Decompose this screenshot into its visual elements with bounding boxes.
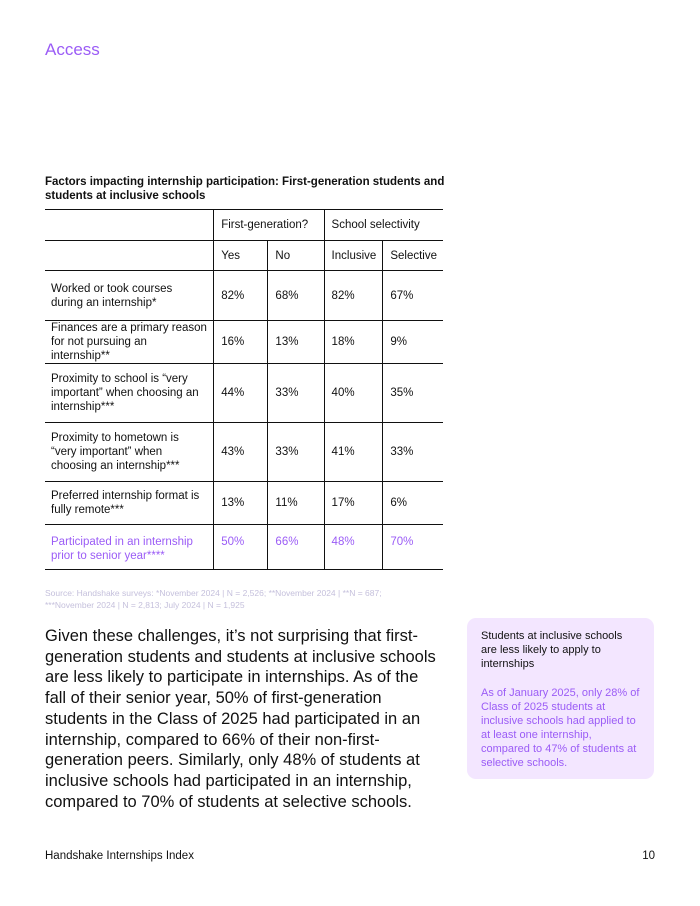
row-label: Proximity to hometown is “very important” when choosing an internship*** [51, 432, 180, 472]
cell: 13% [214, 482, 268, 525]
table-row [45, 321, 443, 364]
table-row [45, 364, 443, 423]
cell: 66% [268, 525, 324, 570]
section-title: Access [45, 40, 100, 59]
column-header: Yes [214, 241, 268, 271]
table-row [45, 482, 443, 525]
cell: 44% [214, 364, 268, 423]
row-label: Finances are a primary reason for not pursuing an internship** [51, 322, 207, 362]
cell: 41% [324, 423, 383, 482]
column-header: Inclusive [324, 241, 383, 271]
group-header: School selectivity [324, 210, 443, 241]
cell: 9% [383, 321, 443, 364]
cell: 33% [268, 364, 324, 423]
cell: 43% [214, 423, 268, 482]
cell: 40% [324, 364, 383, 423]
cell: 67% [383, 271, 443, 321]
cell: 13% [268, 321, 324, 364]
cell: 50% [214, 525, 268, 570]
table-row-highlight [45, 525, 443, 570]
cell: 70% [383, 525, 443, 570]
cell: 68% [268, 271, 324, 321]
cell: 33% [383, 423, 443, 482]
source-note: Source: Handshake surveys: *November 2024 | N = 2,526; **November 2024 | **N = 687; ***November 2024 | N = 2,813; July 2024 | N = 1,925 [45, 588, 382, 610]
callout-heading: Students at inclusive schools are less likely to apply to internships [481, 630, 623, 670]
cell: 82% [214, 271, 268, 321]
table-row [45, 271, 443, 321]
table-title: Factors impacting internship participation: First-generation students and students at inclusive schools [45, 176, 445, 202]
cell: 16% [214, 321, 268, 364]
cell: 17% [324, 482, 383, 525]
column-header: Selective [383, 241, 443, 271]
data-table [45, 209, 443, 570]
row-label: Participated in an internship prior to senior year**** [51, 536, 193, 562]
cell: 33% [268, 423, 324, 482]
cell: 6% [383, 482, 443, 525]
cell: 11% [268, 482, 324, 525]
cell: 35% [383, 364, 443, 423]
row-label: Preferred internship format is fully remote*** [51, 490, 200, 516]
callout-box [467, 618, 654, 779]
group-header: First-generation? [214, 210, 324, 241]
table-header-group-row [45, 210, 443, 241]
page-number: 10 [642, 850, 655, 862]
cell: 48% [324, 525, 383, 570]
row-label: Worked or took courses during an internship* [51, 282, 173, 309]
table-header-row [45, 241, 443, 271]
footer-title: Handshake Internships Index [45, 850, 194, 862]
body-paragraph: Given these challenges, it’s not surprising that first-generation students and students at inclusive schools are less likely to participate in internships. As of the fall of their senior year, 50% of first-generation students in the Class of 2025 had participated in an internship, compared to 66% of their non-first-generation peers. Similarly, only 48% of students at inclusive schools had participated in an internship, compared to 70% of students at selective schools. [45, 627, 436, 811]
cell: 18% [324, 321, 383, 364]
row-label: Proximity to school is “very important” when choosing an internship*** [51, 373, 199, 413]
cell: 82% [324, 271, 383, 321]
callout-text: As of January 2025, only 28% of Class of 2025 students at inclusive schools had applied to at least one internship, compared to 47% of students at selective schools. [481, 687, 640, 769]
table-row [45, 423, 443, 482]
column-header: No [268, 241, 324, 271]
